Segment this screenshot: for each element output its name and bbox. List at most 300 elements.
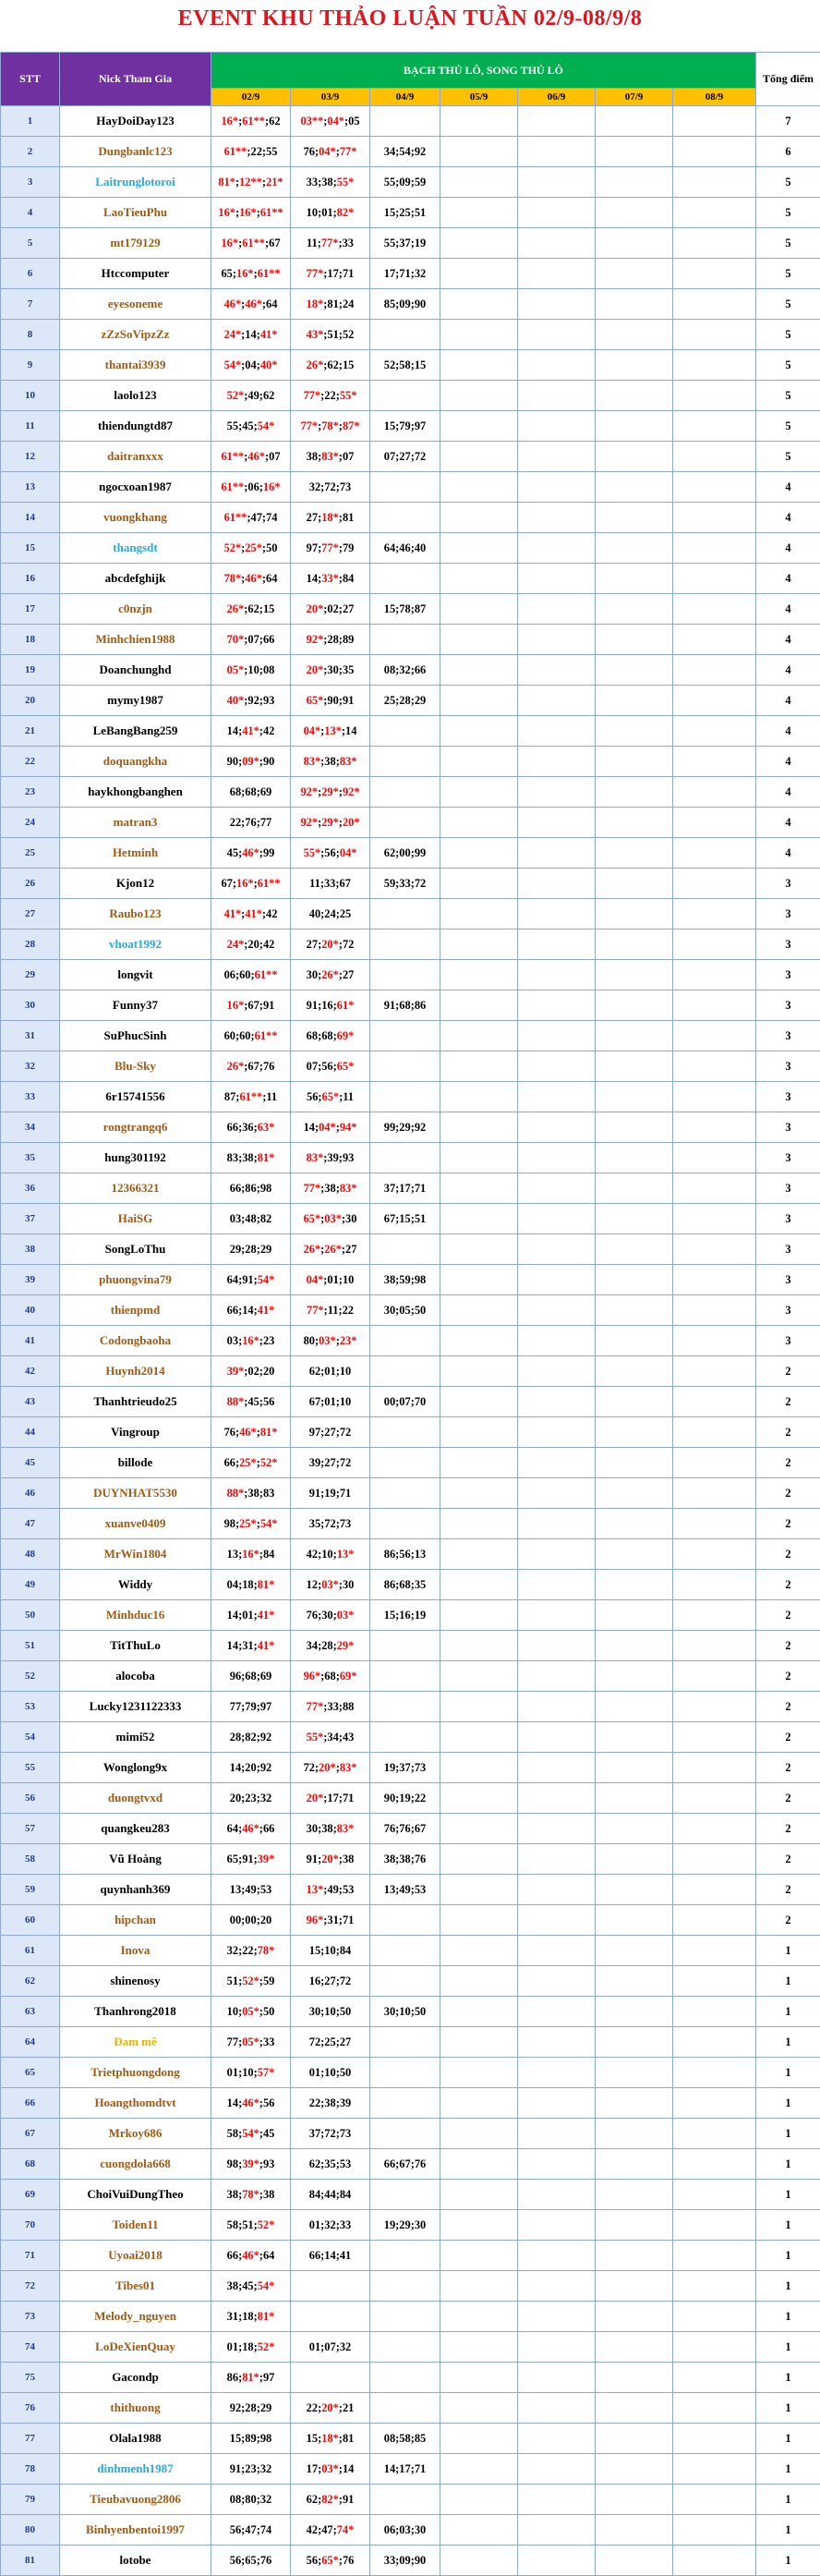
pick-number: 19	[383, 1760, 396, 1774]
pick-number: 27	[324, 1455, 336, 1469]
row-nick: Vũ Hoàng	[60, 1844, 211, 1875]
row-total: 1	[756, 2302, 820, 2332]
row-pick	[440, 2210, 518, 2241]
row-total: 2	[756, 1814, 820, 1844]
pick-number: 15	[262, 601, 275, 615]
pick-number: 62	[269, 114, 281, 128]
row-nick: Dungbanlc123	[60, 137, 211, 167]
pick-number: 56	[321, 1059, 333, 1073]
pick-number: 25	[383, 693, 396, 707]
pick-number: 32	[339, 2339, 352, 2353]
row-pick: 81*;12**;21*	[211, 167, 291, 198]
row-stt: 72	[1, 2271, 60, 2302]
row-stt: 80	[1, 2515, 60, 2546]
row-total: 5	[756, 167, 820, 198]
row-pick	[518, 1143, 596, 1173]
pick-number: 31	[327, 1913, 339, 1926]
row-pick: 56;47;74	[211, 2515, 291, 2546]
table-row	[1, 1905, 820, 1936]
table-row	[1, 106, 820, 137]
pick-number: 71	[342, 1791, 355, 1804]
row-pick: 15;10;84	[291, 1936, 370, 1966]
row-stt: 20	[1, 686, 60, 716]
pick-number: 44	[324, 2187, 336, 2201]
pick-number: 46*	[245, 297, 262, 310]
row-pick: 16*;61**;62	[211, 106, 291, 137]
pick-number: 90	[327, 693, 339, 707]
row-total: 4	[756, 777, 820, 808]
pick-number: 14	[226, 1638, 239, 1652]
pick-number: 21*	[266, 175, 283, 188]
pick-number: 90	[414, 2553, 427, 2567]
row-nick: doquangkha	[60, 747, 211, 777]
row-pick	[440, 1814, 518, 1844]
row-pick	[440, 167, 518, 198]
pick-number: 55	[266, 144, 278, 158]
pick-number: 01	[226, 2339, 239, 2353]
pick-number: 18	[242, 1577, 254, 1591]
pick-number: 33	[306, 175, 319, 188]
row-total: 4	[756, 747, 820, 777]
pick-number: 17	[383, 266, 396, 280]
row-pick	[440, 2088, 518, 2119]
row-stt: 59	[1, 1875, 60, 1905]
pick-number: 39*	[242, 2157, 259, 2170]
row-pick	[440, 1783, 518, 1814]
row-pick	[673, 137, 756, 167]
pick-number: 15	[306, 2431, 319, 2445]
table-row	[1, 1326, 820, 1356]
pick-number: 79	[245, 1699, 257, 1713]
row-total: 6	[756, 137, 820, 167]
row-pick	[518, 1875, 596, 1905]
row-pick	[370, 2058, 440, 2088]
row-pick	[673, 1082, 756, 1112]
row-pick	[440, 442, 518, 472]
row-nick: Mrkoy686	[60, 2119, 211, 2149]
row-pick	[673, 1814, 756, 1844]
pick-number: 33	[399, 876, 411, 890]
pick-number: 78	[399, 601, 411, 615]
pick-number: 15	[414, 358, 427, 371]
row-pick: 04*;01;10	[291, 1265, 370, 1295]
row-nick: abcdefghijk	[60, 564, 211, 594]
pick-number: 54*	[242, 2126, 259, 2140]
pick-number: 27	[306, 937, 319, 951]
row-pick	[673, 2454, 756, 2485]
pick-number: 58	[399, 2431, 411, 2445]
pick-number: 62	[327, 358, 339, 371]
row-pick	[440, 1356, 518, 1387]
row-pick: 92*;28;89	[291, 625, 370, 655]
row-stt: 47	[1, 1509, 60, 1539]
row-stt: 19	[1, 655, 60, 686]
row-pick	[518, 2180, 596, 2210]
row-total: 3	[756, 1204, 820, 1234]
table-row	[1, 625, 820, 655]
row-stt: 81	[1, 2546, 60, 2576]
row-pick	[440, 1936, 518, 1966]
pick-number: 26*	[226, 601, 245, 615]
row-stt: 12	[1, 442, 60, 472]
row-pick	[518, 1722, 596, 1753]
row-pick: 13;16*;84	[211, 1539, 291, 1570]
row-stt: 41	[1, 1326, 60, 1356]
row-pick: 08;80;32	[211, 2485, 291, 2515]
row-nick: Minhchien1988	[60, 625, 211, 655]
header-day: 03/9	[291, 89, 370, 106]
table-row	[1, 2485, 820, 2515]
row-nick: quynhanh369	[60, 1875, 211, 1905]
row-pick: 24*;20;42	[211, 930, 291, 960]
row-pick	[440, 2424, 518, 2454]
row-stt: 25	[1, 838, 60, 869]
pick-number: 32	[259, 2492, 272, 2506]
pick-number: 16*	[242, 1547, 259, 1561]
pick-number: 66	[226, 1303, 239, 1317]
row-stt: 78	[1, 2454, 60, 2485]
row-pick	[596, 716, 673, 747]
row-pick	[440, 2332, 518, 2363]
row-pick	[370, 2027, 440, 2058]
row-total: 4	[756, 625, 820, 655]
row-pick	[673, 1661, 756, 1692]
pick-number: 10	[321, 1547, 333, 1561]
pick-number: 47	[321, 2522, 333, 2536]
pick-number: 58	[399, 358, 411, 371]
row-pick	[440, 1326, 518, 1356]
row-stt: 9	[1, 350, 60, 381]
pick-number: 90	[383, 1791, 396, 1804]
pick-number: 20	[262, 1364, 275, 1378]
table-row	[1, 1753, 820, 1783]
row-pick	[673, 2424, 756, 2454]
pick-number: 23*	[339, 1333, 357, 1347]
row-nick: Raubo123	[60, 899, 211, 930]
row-pick	[673, 1112, 756, 1143]
pick-number: 12**	[239, 175, 262, 188]
row-pick	[673, 2393, 756, 2424]
row-nick: LeBangBang259	[60, 716, 211, 747]
row-total: 4	[756, 594, 820, 625]
row-pick: 16*;61**;67	[211, 228, 291, 259]
row-nick: dinhmenh1987	[60, 2454, 211, 2485]
row-pick	[596, 259, 673, 289]
row-pick	[440, 289, 518, 320]
row-nick: Inova	[60, 1936, 211, 1966]
pick-number: 39	[308, 1455, 321, 1469]
row-pick: 91;23;32	[211, 2454, 291, 2485]
table-row	[1, 655, 820, 686]
row-pick	[370, 1966, 440, 1997]
row-total: 2	[756, 1905, 820, 1936]
row-pick	[518, 869, 596, 899]
row-stt: 55	[1, 1753, 60, 1783]
pick-number: 67	[383, 1211, 396, 1225]
pick-number: 20*	[306, 1791, 324, 1804]
pick-number: 38	[226, 2278, 239, 2292]
row-pick	[291, 2363, 370, 2393]
row-pick	[673, 411, 756, 442]
row-pick: 20;23;32	[211, 1783, 291, 1814]
row-nick: ngocxoan1987	[60, 472, 211, 503]
row-pick	[596, 1417, 673, 1448]
pick-number: 20	[247, 937, 259, 951]
row-stt: 36	[1, 1173, 60, 1204]
row-total: 4	[756, 655, 820, 686]
pick-number: 80	[303, 1333, 315, 1347]
pick-number: 31	[226, 2309, 239, 2323]
pick-number: 76	[399, 1821, 411, 1835]
pick-number: 30	[308, 2004, 321, 2018]
row-pick	[370, 930, 440, 960]
pick-number: 56	[307, 1089, 319, 1103]
pick-number: 14	[342, 2461, 355, 2475]
row-pick: 29;28;29	[211, 1234, 291, 1265]
row-pick	[596, 2393, 673, 2424]
row-nick: Uyoai2018	[60, 2241, 211, 2271]
row-pick	[440, 1600, 518, 1631]
row-total: 5	[756, 442, 820, 472]
pick-number: 53	[342, 1882, 355, 1896]
pick-number: 92*	[300, 784, 319, 798]
row-nick: hipchan	[60, 1905, 211, 1936]
pick-number: 81*	[259, 1425, 278, 1439]
row-pick: 01;10;57*	[211, 2058, 291, 2088]
row-pick	[440, 1082, 518, 1112]
row-stt: 1	[1, 106, 60, 137]
table-row	[1, 2210, 820, 2241]
pick-number: 54*	[259, 1516, 278, 1530]
table-row	[1, 1844, 820, 1875]
row-pick	[518, 808, 596, 838]
pick-number: 84	[339, 1943, 352, 1957]
row-nick: Htccomputer	[60, 259, 211, 289]
pick-number: 29	[259, 1242, 272, 1256]
pick-number: 17	[327, 266, 339, 280]
pick-number: 51	[327, 327, 339, 341]
pick-number: 49	[327, 1882, 339, 1896]
row-pick	[673, 2119, 756, 2149]
row-pick: 17;03*;14	[291, 2454, 370, 2485]
row-pick	[596, 2454, 673, 2485]
pick-number: 25*	[239, 1455, 257, 1469]
pick-number: 88	[342, 1699, 355, 1713]
row-pick: 96*;68;69*	[291, 1661, 370, 1692]
row-pick	[673, 1753, 756, 1783]
row-pick: 25;28;29	[370, 686, 440, 716]
pick-number: 53	[414, 1882, 427, 1896]
row-pick: 76;46*;81*	[211, 1417, 291, 1448]
row-stt: 11	[1, 411, 60, 442]
row-total: 3	[756, 990, 820, 1021]
row-nick: LoDeXienQuay	[60, 2332, 211, 2363]
row-stt: 7	[1, 289, 60, 320]
table-row	[1, 167, 820, 198]
row-pick	[440, 259, 518, 289]
pick-number: 77	[259, 815, 272, 829]
pick-number: 02	[247, 1364, 259, 1378]
row-pick	[673, 2485, 756, 2515]
pick-number: 67	[247, 1059, 259, 1073]
table-row	[1, 1875, 820, 1905]
row-pick: 85;09;90	[370, 289, 440, 320]
row-pick: 14;17;71	[370, 2454, 440, 2485]
pick-number: 14	[345, 723, 357, 737]
table-row	[1, 1661, 820, 1692]
row-total: 2	[756, 1631, 820, 1661]
pick-number: 84	[308, 2187, 321, 2201]
row-pick	[673, 1997, 756, 2027]
row-nick: Tieubavuong2806	[60, 2485, 211, 2515]
row-pick	[370, 1082, 440, 1112]
pick-number: 72	[342, 937, 355, 951]
pick-number: 69*	[336, 1028, 355, 1042]
pick-number: 79	[399, 419, 411, 432]
row-pick	[673, 564, 756, 594]
pick-number: 81*	[242, 2370, 259, 2384]
pick-number: 66	[383, 2157, 396, 2170]
row-pick	[518, 167, 596, 198]
row-total: 1	[756, 2027, 820, 2058]
table-row	[1, 228, 820, 259]
pick-number: 71	[414, 1181, 427, 1195]
row-pick	[440, 1051, 518, 1082]
row-pick	[673, 1173, 756, 1204]
row-pick: 22;38;39	[291, 2088, 370, 2119]
table-row	[1, 564, 820, 594]
row-pick	[518, 106, 596, 137]
pick-number: 00	[399, 845, 411, 859]
pick-number: 03*	[321, 2461, 339, 2475]
row-pick: 88*;45;56	[211, 1387, 291, 1417]
row-pick	[370, 1143, 440, 1173]
pick-number: 15	[383, 1608, 396, 1622]
row-pick	[370, 2332, 440, 2363]
pick-number: 01	[308, 2339, 321, 2353]
row-pick	[596, 1570, 673, 1600]
pick-number: 14	[242, 1303, 254, 1317]
row-pick	[518, 2515, 596, 2546]
pick-number: 97	[262, 2370, 275, 2384]
row-pick	[440, 869, 518, 899]
pick-number: 26*	[306, 358, 324, 371]
row-pick: 03;16*;23	[211, 1326, 291, 1356]
row-pick: 64;46*;66	[211, 1814, 291, 1844]
row-pick	[596, 625, 673, 655]
pick-number: 65	[226, 1852, 239, 1865]
row-pick	[673, 1905, 756, 1936]
pick-number: 07	[306, 1059, 319, 1073]
row-total: 1	[756, 2088, 820, 2119]
row-pick	[673, 1875, 756, 1905]
row-pick	[440, 2119, 518, 2149]
pick-number: 14	[226, 723, 239, 737]
pick-number: 76	[414, 1852, 427, 1865]
row-pick	[518, 2332, 596, 2363]
table-row	[1, 1539, 820, 1570]
row-pick: 01;07;32	[291, 2332, 370, 2363]
row-pick: 62;00;99	[370, 838, 440, 869]
pick-number: 86	[226, 2370, 239, 2384]
row-stt: 37	[1, 1204, 60, 1234]
row-pick	[596, 1539, 673, 1570]
row-pick	[673, 1234, 756, 1265]
pick-number: 53	[339, 2157, 352, 2170]
row-total: 2	[756, 1844, 820, 1875]
row-pick	[596, 747, 673, 777]
pick-number: 72	[414, 876, 427, 890]
row-stt: 68	[1, 2149, 60, 2180]
pick-number: 92	[414, 1120, 427, 1134]
pick-number: 22	[242, 1943, 254, 1957]
row-pick	[596, 381, 673, 411]
pick-number: 99	[262, 845, 275, 859]
pick-number: 68	[245, 784, 257, 798]
pick-number: 15	[229, 2431, 242, 2445]
pick-number: 03*	[324, 1211, 342, 1225]
pick-number: 65*	[306, 693, 324, 707]
pick-number: 22	[250, 144, 262, 158]
pick-number: 41*	[257, 1608, 275, 1622]
row-stt: 5	[1, 228, 60, 259]
pick-number: 14	[324, 2248, 336, 2262]
table-row	[1, 930, 820, 960]
pick-number: 11	[266, 1089, 278, 1103]
pick-number: 16*	[262, 480, 281, 493]
pick-number: 11	[307, 236, 318, 249]
pick-number: 87	[414, 601, 427, 615]
pick-number: 61**	[242, 236, 265, 249]
row-total: 4	[756, 838, 820, 869]
pick-number: 78*	[257, 1943, 275, 1957]
row-total: 2	[756, 1509, 820, 1539]
row-pick	[673, 1417, 756, 1448]
row-total: 1	[756, 2271, 820, 2302]
row-pick: 34;28;29*	[291, 1631, 370, 1661]
row-pick	[596, 1173, 673, 1204]
table-row	[1, 2363, 820, 2393]
row-pick: 38;83*;07	[291, 442, 370, 472]
pick-number: 66	[262, 1821, 275, 1835]
pick-number: 57*	[257, 2065, 275, 2079]
pick-number: 01	[308, 2218, 321, 2231]
row-pick: 59;33;72	[370, 869, 440, 899]
row-pick: 42;10;13*	[291, 1539, 370, 1570]
pick-number: 85	[383, 297, 396, 310]
row-pick	[518, 1051, 596, 1082]
row-pick: 92*;29*;20*	[291, 808, 370, 838]
pick-number: 27	[339, 2035, 352, 2048]
row-nick: Blu-Sky	[60, 1051, 211, 1082]
pick-number: 54*	[257, 419, 275, 432]
row-pick: 31;18;81*	[211, 2302, 291, 2332]
pick-number: 88*	[226, 1394, 245, 1408]
row-pick: 86;68;35	[370, 1570, 440, 1600]
pick-number: 28	[327, 632, 339, 646]
pick-number: 78*	[242, 2187, 259, 2201]
row-stt: 3	[1, 167, 60, 198]
row-pick	[370, 777, 440, 808]
row-nick: Toiden11	[60, 2210, 211, 2241]
row-pick	[440, 960, 518, 990]
row-pick	[440, 1265, 518, 1295]
row-pick	[440, 320, 518, 350]
table-row	[1, 808, 820, 838]
row-pick	[440, 564, 518, 594]
row-pick	[518, 1783, 596, 1814]
pick-number: 43*	[306, 327, 324, 341]
